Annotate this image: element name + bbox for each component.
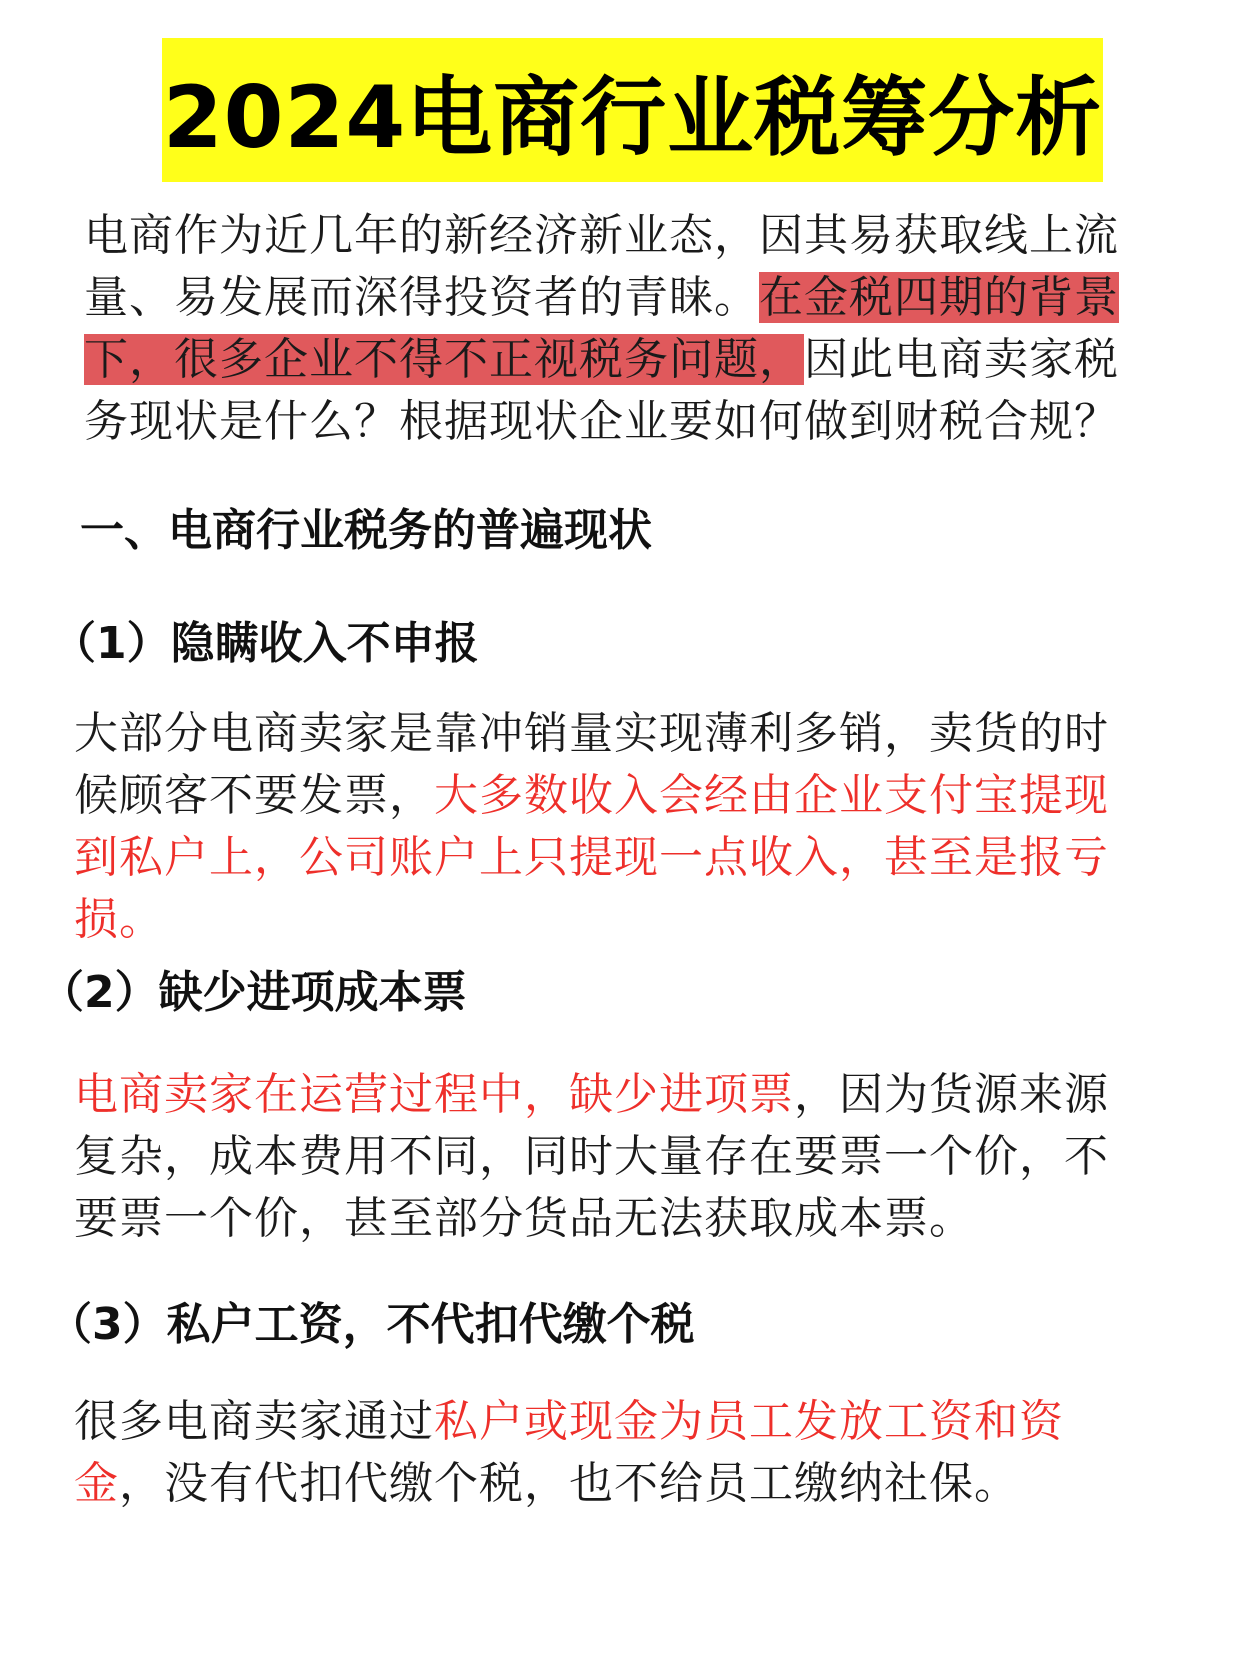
title-banner: [162, 38, 1103, 182]
intro-text-part1: 电商作为近几年的新经济新业态，因其易获取线上流量、易发展而深得投资者的青睐。: [84, 210, 1119, 323]
item3-text-normal-pre: 很多电商卖家通过: [74, 1396, 434, 1447]
item1-paragraph: [74, 703, 1124, 951]
item1-text-red: 大多数收入会经由企业支付宝提现到私户上，公司账户上只提现一点收入，甚至是报亏损。: [74, 770, 1109, 945]
item3-paragraph: [74, 1391, 1124, 1515]
intro-highlight: 在金税四期的背景下，很多企业不得不正视税务问题，: [84, 272, 1119, 385]
item3-text-normal-post: ，没有代扣代缴个税，也不给员工缴纳社保。: [119, 1458, 1019, 1509]
item2-paragraph: [74, 1064, 1124, 1250]
item1-heading: （1）隐瞒收入不申报: [52, 618, 479, 669]
item2-heading: （2）缺少进项成本票: [40, 967, 467, 1018]
item3-text-red: 私户或现金为员工发放工资和资金: [74, 1396, 1064, 1509]
section1-heading: 一、电商行业税务的普遍现状: [80, 505, 652, 556]
item1-text-normal: 大部分电商卖家是靠冲销量实现薄利多销，卖货的时候顾客不要发票，: [74, 708, 1109, 821]
item2-text-red: 电商卖家在运营过程中，缺少进项票: [74, 1069, 794, 1120]
intro-paragraph: [84, 205, 1124, 453]
item2-text-normal: ，因为货源来源复杂，成本费用不同，同时大量存在要票一个价，不要票一个价，甚至部分货品无法获取成本票。: [74, 1069, 1109, 1244]
intro-text-part2: 因此电商卖家税务现状是什么？根据现状企业要如何做到财税合规？: [84, 334, 1119, 447]
page-title: 2024电商行业税筹分析: [162, 68, 1103, 168]
item3-heading: （3）私户工资，不代扣代缴个税: [48, 1299, 695, 1350]
